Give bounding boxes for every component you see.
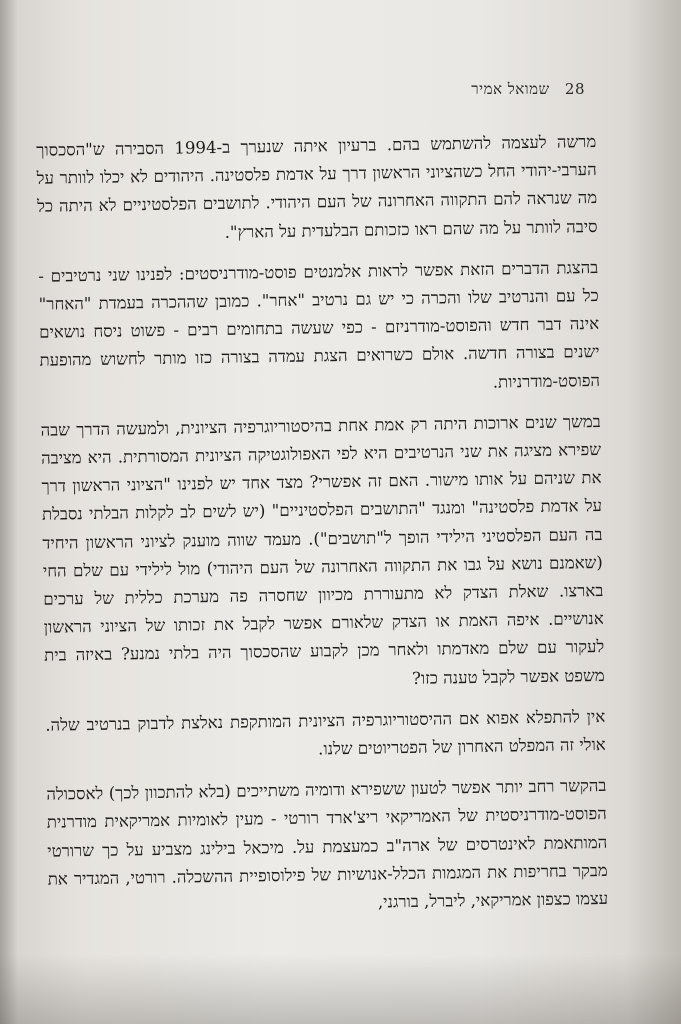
paragraph: מרשה לעצמה להשתמש בהם. ברעיון איתה שנערך ב-1994 הסבירה ש"הסכסוך הערבי-יהודי החל כשהציוני הראשון דרך על אדמת פלסטינה. היהודים לא יכלו לוותר על מה שנראה להם התקווה האחרונה של העם היהודי. לתושבים הפלסטיניים לא היתה כל סיבה לוותר על מה שהם ראו כזכותם הבלעדית על הארץ".	[36, 131, 598, 242]
paragraph: במשך שנים ארוכות היתה רק אמת אחת בהיסטוריוגרפיה הציונית, ולמעשה הדרך שבה שפירא מציגה את שני הנרטיבים היא לפי האפולוגטיקה הציונית המסורתית. היא מציבה את שניהם על אותו מישור. האם זה אפשרי? מצד אחד יש לפנינו "הציוני הראשון דרך על אדמת פלסטינה" ומנגד "התושבים הפלסטיניים" (יש לשים לב לקלות הבלתי נסבלת בה העם הפלסטיני הילידי הופך ל"תושבים"). מעמד שווה מוענק לציוני הראשון היחיד (שאמנם נושא על גבו את התקווה האחרונה של העם היהודי) מול לילידי עם שלם החי בארצו. שאלת הצדק לא מתעוררת מכיוון שחסרה פה מערכת כללית של ערכים אנושיים. איפה האמת או הצדק שלאורם אפשר לקבל את זכותו של הציוני הראשון לעקור עם שלם מאדמתו ולאחר מכן לקבוע שהסכסוך היה בלתי נמנע? באיזה בית משפט אפשר לקבל טענה כזו?	[40, 411, 605, 688]
running-header	[370, 80, 585, 99]
body-text	[36, 128, 608, 922]
page-bottom-shadow	[0, 954, 681, 1024]
paragraph: אין להתפלא אפוא אם ההיסטוריוגרפיה הציונית המותקפת נאלצת לדבוק בנרטיב שלה. אולי זה המפלט האחרון של הפטריוטים שלנו.	[45, 706, 606, 759]
page-number: 28	[564, 80, 585, 98]
running-header-author: שמואל אמיר	[471, 80, 550, 98]
paragraph: בהצגת הדברים הזאת אפשר לראות אלמנטים פוסט-מודרניסטים: לפנינו שני נרטיבים - כל עם והנרטיב שלו והכרה כי יש גם נרטיב "אחר". כמובן שההכרה בעמדת "האחר" אינה דבר חדש והפוסט-מודרניזם - כפי שעשה בתחומים רבים - פשוט ניסח נושאים ישנים בצורה חדשה. אולם כשרואים הצגת עמדה בצורה כזו מותר לחשוש מהופעת הפוסט-מודרניות.	[38, 257, 601, 392]
paragraph: בהקשר רחב יותר אפשר לטעון ששפירא ודומיה משתייכים (בלא להתכוון לכך) לאסכולה הפוסט-מודרניסטית של האמריקאי ריצ'ארד רורטי - מעין לאומיות אמריקאית מודרנית המותאמת לאינטרסים של ארה"ב כמעצמת על. מיכאל בילינג מצביע על כך שרורטי מבקר בחריפות את המגמות הכלל-אנושיות של פילוסופיית ההשכלה. רורטי, המגדיר את עצמו כצפון אמריקאי, ליברל, בורגני,	[46, 776, 609, 912]
page-edge-shadow	[0, 0, 18, 1024]
